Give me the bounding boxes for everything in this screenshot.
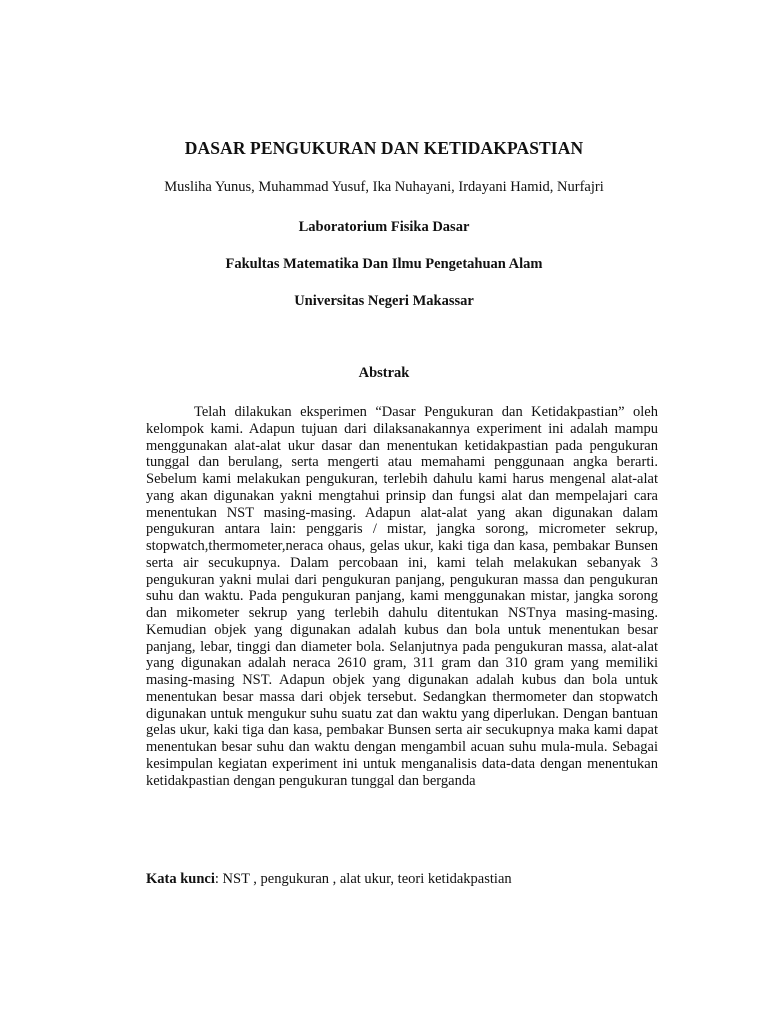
keywords-label: Kata kunci — [146, 871, 215, 887]
keywords-text: : NST , pengukuran , alat ukur, teori ketidakpastian — [214, 871, 512, 887]
paper-title: DASAR PENGUKURAN DAN KETIDAKPASTIAN — [184, 138, 584, 158]
affiliation-university: Universitas Negeri Makassar — [294, 293, 474, 309]
affiliation-laboratory: Laboratorium Fisika Dasar — [298, 219, 470, 235]
affiliation-faculty: Fakultas Matematika Dan Ilmu Pengetahuan Alam — [225, 256, 543, 272]
author-list: Musliha Yunus, Muhammad Yusuf, Ika Nuhayani, Irdayani Hamid, Nurfajri — [164, 179, 604, 195]
abstract-body: Telah dilakukan eksperimen “Dasar Pengukuran dan Ketidakpastian” oleh kelompok kami. Adapun tujuan dari dilaksanakannya experiment ini adalah mampu menggunakan alat-alat ukur dasar dan menentukan ketidakpastian pada pengukuran tunggal dan berulang, serta mengerti atau memahami penggunaan angka berarti. Sebelum kami melakukan pengukuran, terlebih dahulu kami harus mengenal alat-alat yang akan digunakan yakni mengtahui prinsip dan fungsi alat dan mempelajari cara menentukan NST masing-masing. Adapun alat-alat yang akan digunakan dalam pengukuran antara lain: penggaris / mistar, jangka sorong, micrometer sekrup, stopwatch,thermometer,neraca ohaus, gelas ukur, kaki tiga dan kasa, pembakar Bunsen serta air secukupnya. Dalam percobaan ini, kami telah melakukan sebanyak 3 pengukuran yakni mulai dari pengukuran panjang, pengukuran massa dan pengukuran suhu dan waktu. Pada pengukuran panjang, kami menggunakan mistar, jangka sorong dan mikometer sekrup yang terlebih dahulu ditentukan NSTnya masing-masing. Kemudian objek yang digunakan adalah kubus dan bola untuk menentukan besar panjang, lebar, tinggi dan diameter bola. Selanjutnya pada pengukuran massa, alat-alat yang digunakan adalah neraca 2610 gram, 311 gram dan 310 gram yang memiliki masing-masing NST. Adapun objek yang digunakan adalah kubus dan bola untuk menentukan besar massa dari objek tersebut. Sedangkan thermometer dan stopwatch digunakan untuk mengukur suhu suatu zat dan waktu yang diperlukan. Dengan bantuan gelas ukur, kaki tiga dan kasa, pembakar Bunsen serta air secukupnya maka kami dapat menentukan besar suhu dan waktu dengan mengambil acuan suhu mula-mula. Sebagai kesimpulan kegiatan experiment ini untuk menganalisis data-data dengan menentukan ketidakpastian dengan pengukuran tunggal dan berganda — [146, 404, 658, 789]
keywords — [146, 871, 666, 888]
abstract-heading: Abstrak — [358, 365, 410, 381]
